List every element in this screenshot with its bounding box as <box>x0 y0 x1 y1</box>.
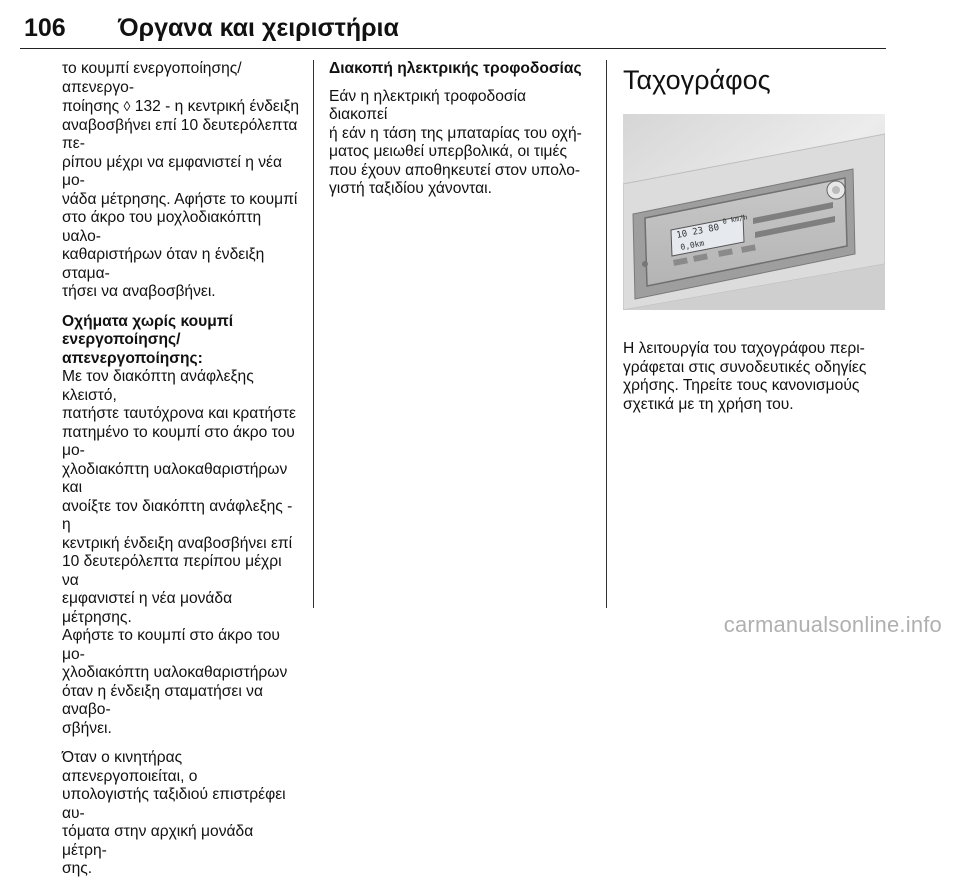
subheading-power-interruption: Διακοπή ηλεκτρικής τροφοδοσίας <box>329 60 582 77</box>
tachograph-drawing <box>623 114 885 310</box>
column-3 <box>623 60 883 96</box>
column-divider-1 <box>313 60 314 608</box>
display-line-2: 0 km/h <box>721 213 749 226</box>
tachograph-illustration <box>623 114 885 310</box>
paragraph-no-button: Με τον διακόπτη ανάφλεξης κλειστό, πατήστε ταυτόχρονα και κρατήστε πατημένο το κουμπί στο άκρο του μο- χλοδιακόπτη υαλοκαθαριστήρων και ανοίξτε τον διακόπτη ανάφλεξης - η κεντρική ένδειξη αναβοσβήνει επί 10 δευτερόλεπτα περίπου μέχρι να εμφανιστεί η νέα μονάδα μέτρησης. Αφήστε το κουμπί στο άκρο του μο- χλοδιακόπτη υαλοκαθαριστήρων όταν η ένδειξη σταματήσει να αναβο- σβήνει. <box>62 368 296 737</box>
paragraph-unit-toggle: το κουμπί ενεργοποίησης/απενεργο- ποίησης ◊ 132 - η κεντρική ένδειξη αναβοσβήνει επί 10 δευτερόλεπτα πε- ρίπου μέχρι να εμφανιστεί η νέα μο- νάδα μέτρησης. Αφήστε το κουμπί στο άκρο του μοχλοδιακόπτη υαλο- καθαριστήρων όταν η ένδειξη σταμα- τήσει να αναβοσβήνει. <box>62 60 299 300</box>
page-reference-text: 132 - η κεντρική ένδειξη <box>134 98 299 115</box>
paragraph-engine-off: Όταν ο κινητήρας απενεργοποιείται, ο υπολογιστής ταξιδιού επιστρέφει αυ- τόματα στην αρχική μονάδα μέτρη- σης. <box>62 749 286 877</box>
paragraph-power-interruption: Εάν η ηλεκτρική τροφοδοσία διακοπεί ή εάν η τάση της μπαταρίας του οχή- ματος μειωθεί υπερβολικά, οι τιμές που έχουν αποθηκευτεί στον υπολο- γιστή ταξιδίου χάνονται. <box>329 87 582 197</box>
column-1 <box>62 60 300 890</box>
page-header <box>20 8 886 49</box>
display-line-3: 0,0km <box>679 238 706 252</box>
subheading-no-button: Οχήματα χωρίς κουμπί ενεργοποίησης/απενεργοποίησης: <box>62 312 234 367</box>
column-3-text <box>623 340 883 425</box>
page-number: 106 <box>24 14 66 42</box>
section-title: Όργανα και χειριστήρια <box>118 14 399 42</box>
column-divider-2 <box>606 60 607 608</box>
column-2 <box>329 60 587 210</box>
watermark: carmanualsonline.info <box>723 612 942 637</box>
page-reference-icon: ◊ <box>123 98 131 114</box>
tachograph-title: Ταχογράφος <box>623 65 771 95</box>
display-line-1: 10 23 80 <box>675 222 721 241</box>
paragraph-tachograph: Η λειτουργία του ταχογράφου περι- γράφεται στις συνοδευτικές οδηγίες χρήσης. Τηρείτε τους κανονισμούς σχετικά με τη χρήση του. <box>623 340 867 413</box>
